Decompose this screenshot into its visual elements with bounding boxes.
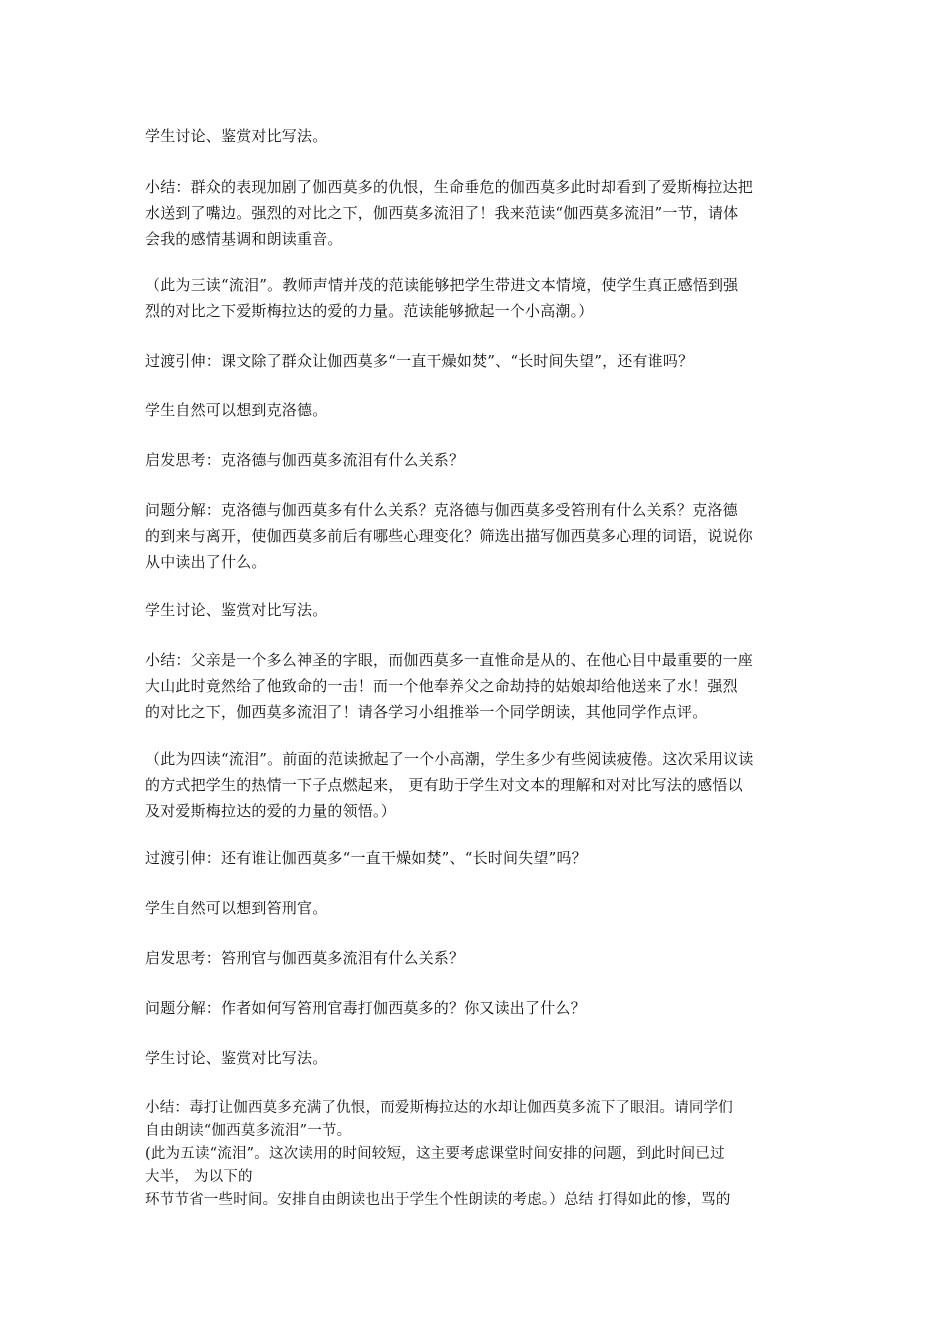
text-line: 的对比之下，伽西莫多流泪了！请各学习小组推举一个同学朗读，其他同学作点评。 <box>145 703 708 721</box>
paragraph-prompt-flogger <box>145 945 810 971</box>
text-line: 会我的感情基调和朗读重音。 <box>145 230 343 248</box>
text-line: 问题分解：克洛德与伽西莫多有什么关系？克洛德与伽西莫多受笞刑有什么关系？克洛德 <box>145 501 738 519</box>
text-line: （此为三读“流泪”。教师声情并茂的范读能够把学生带进文本情境，使学生真正感悟到强 <box>145 276 739 294</box>
text-line: 启发思考：笞刑官与伽西莫多流泪有什么关系？ <box>145 949 465 967</box>
text-line: 烈的对比之下爱斯梅拉达的爱的力量。范读能够掀起一个小高潮。） <box>145 302 594 320</box>
paragraph-discussion-1 <box>145 123 810 149</box>
text-line: 的方式把学生的热情一下子点燃起来， 更有助于学生对文本的理解和对对比写法的感悟以 <box>145 776 743 794</box>
text-line: 学生讨论、鉴赏对比写法。 <box>145 127 328 145</box>
paragraph-student-claude <box>145 397 810 423</box>
text-line: 小结：群众的表现加剧了伽西莫多的仇恨，生命垂危的伽西莫多此时却看到了爱斯梅拉达把 <box>145 178 754 196</box>
text-line: 学生讨论、鉴赏对比写法。 <box>145 601 328 619</box>
paragraph-discussion-2 <box>145 597 810 623</box>
paragraph-breakdown-claude <box>145 497 810 575</box>
text-line: 过渡引伸：课文除了群众让伽西莫多“一直干燥如焚”、“长时间失望”，还有谁吗？ <box>145 352 694 370</box>
paragraph-transition-1 <box>145 348 810 374</box>
text-line: 小结：父亲是一个多么神圣的字眼，而伽西莫多一直惟命是从的、在他心目中最重要的一座 <box>145 651 754 669</box>
paragraph-note-fourth-reading <box>145 746 810 824</box>
paragraph-student-flogger <box>145 895 810 921</box>
text-line: 环节节省一些时间。安排自由朗读也出于学生个性朗读的考虑。）总结 打得如此的惨，骂的 <box>145 1192 731 1208</box>
paragraph-note-third-reading <box>145 272 810 324</box>
text-line: （此为四读“流泪”。前面的范读掀起了一个小高潮，学生多少有些阅读疲倦。这次采用议读 <box>145 750 754 768</box>
text-line: 启发思考：克洛德与伽西莫多流泪有什么关系？ <box>145 451 465 469</box>
text-line: 大半， 为以下的 <box>145 1169 253 1185</box>
paragraph-breakdown-flogger <box>145 995 810 1021</box>
paragraph-summary-2 <box>145 647 810 725</box>
text-line: (此为五读“流泪”。这次读用的时间较短，这主要考虑课堂时间安排的问题，到此时间已过 <box>145 1146 725 1162</box>
paragraph-discussion-3 <box>145 1045 810 1071</box>
paragraph-prompt-claude <box>145 447 810 473</box>
text-line: 学生讨论、鉴赏对比写法。 <box>145 1049 328 1067</box>
paragraph-transition-2 <box>145 845 810 871</box>
text-line: 自由朗读“伽西莫多流泪”一节。 <box>145 1123 352 1139</box>
text-line: 小结：毒打让伽西莫多充满了仇恨，而爱斯梅拉达的水却让伽西莫多流下了眼泪。请同学们 <box>145 1100 733 1116</box>
paragraph-summary-1 <box>145 174 810 252</box>
text-line: 学生自然可以想到克洛德。 <box>145 401 328 419</box>
paragraph-summary-3 <box>145 1097 810 1212</box>
text-line: 及对爱斯梅拉达的爱的力量的领悟。） <box>145 802 396 820</box>
text-line: 大山此时竟然给了他致命的一击！而一个他奉养父之命劫持的姑娘却给他送来了水！强烈 <box>145 677 738 695</box>
text-line: 水送到了嘴边。强烈的对比之下，伽西莫多流泪了！我来范读“伽西莫多流泪”一节，请体 <box>145 204 739 222</box>
text-line: 问题分解：作者如何写笞刑官毒打伽西莫多的？你又读出了什么？ <box>145 999 586 1017</box>
text-line: 过渡引伸：还有谁让伽西莫多“一直干燥如焚”、“长时间失望”吗？ <box>145 849 587 867</box>
text-line: 的到来与离开，使伽西莫多前后有哪些心理变化？筛选出描写伽西莫多心理的词语，说说你 <box>145 527 754 545</box>
text-line: 学生自然可以想到笞刑官。 <box>145 899 328 917</box>
text-line: 从中读出了什么。 <box>145 553 267 571</box>
